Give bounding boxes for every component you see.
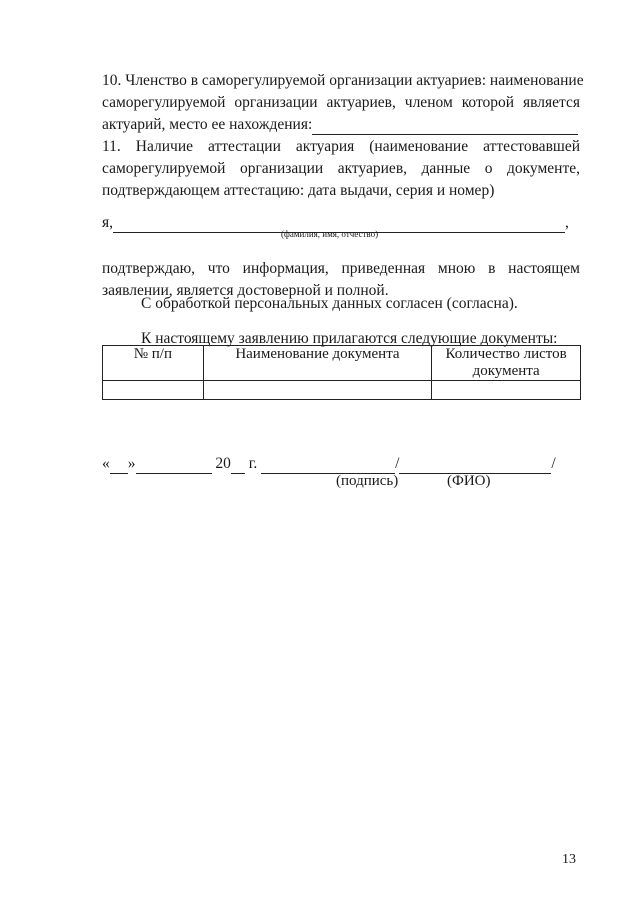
signature-hint: (подпись) [336, 473, 399, 489]
signature-slash-1: / [395, 455, 400, 472]
page-number: 13 [562, 852, 576, 867]
row1-count-cell[interactable] [432, 381, 581, 400]
item11-line2: саморегулируемой организации актуариев, данные о документе, [102, 160, 580, 177]
year-blank[interactable] [231, 454, 245, 474]
declarant-suffix: , [565, 214, 569, 231]
item10-location-blank[interactable] [312, 115, 578, 135]
year-prefix: 20 [215, 455, 231, 472]
attachments-header-row [103, 346, 581, 381]
full-name-hint: (ФИО) [447, 473, 491, 489]
declarant-prefix: я, [102, 214, 114, 231]
header-document-name: Наименование документа [203, 346, 432, 381]
consent-text: С обработкой персональных данных согласен (согласна). [141, 295, 518, 312]
signature-blank[interactable] [261, 454, 395, 474]
attachments-table [102, 345, 581, 400]
date-close-quote: » [127, 455, 136, 472]
declarant-hint: (фамилия, имя, отчество) [281, 229, 379, 239]
row1-number-cell[interactable] [103, 381, 204, 400]
item10-line3 [102, 115, 578, 135]
item10-line3-text: актуарий, место ее нахождения: [102, 116, 313, 133]
table-row [103, 381, 581, 400]
item11-line1: 11. Наличие аттестации актуария (наименование аттестовавшей [102, 138, 580, 155]
item10-line1: 10. Членство в саморегулируемой организации актуариев: наименование [102, 72, 584, 89]
date-open-quote: « [102, 455, 110, 472]
attachments-intro: К настоящему заявлению прилагаются следующие документы: [141, 330, 558, 347]
header-number: № п/п [103, 346, 204, 381]
confirm-line2: заявлении, является достоверной и полной. [102, 282, 389, 299]
confirm-line1: подтверждаю, что информация, приведенная мною в настоящем [102, 260, 580, 277]
header-page-count: Количество листов документа [432, 346, 581, 381]
month-blank[interactable] [136, 454, 212, 474]
full-name-blank[interactable] [399, 454, 551, 474]
item10-line2: саморегулируемой организации актуариев, членом которой является [102, 94, 580, 111]
day-blank[interactable] [110, 454, 128, 474]
signature-line [102, 454, 556, 474]
signature-slash-2: / [551, 455, 556, 472]
item11-line3: подтверждающем аттестацию: дата выдачи, серия и номер) [102, 182, 495, 199]
row1-name-cell[interactable] [203, 381, 432, 400]
year-suffix: г. [248, 455, 258, 472]
